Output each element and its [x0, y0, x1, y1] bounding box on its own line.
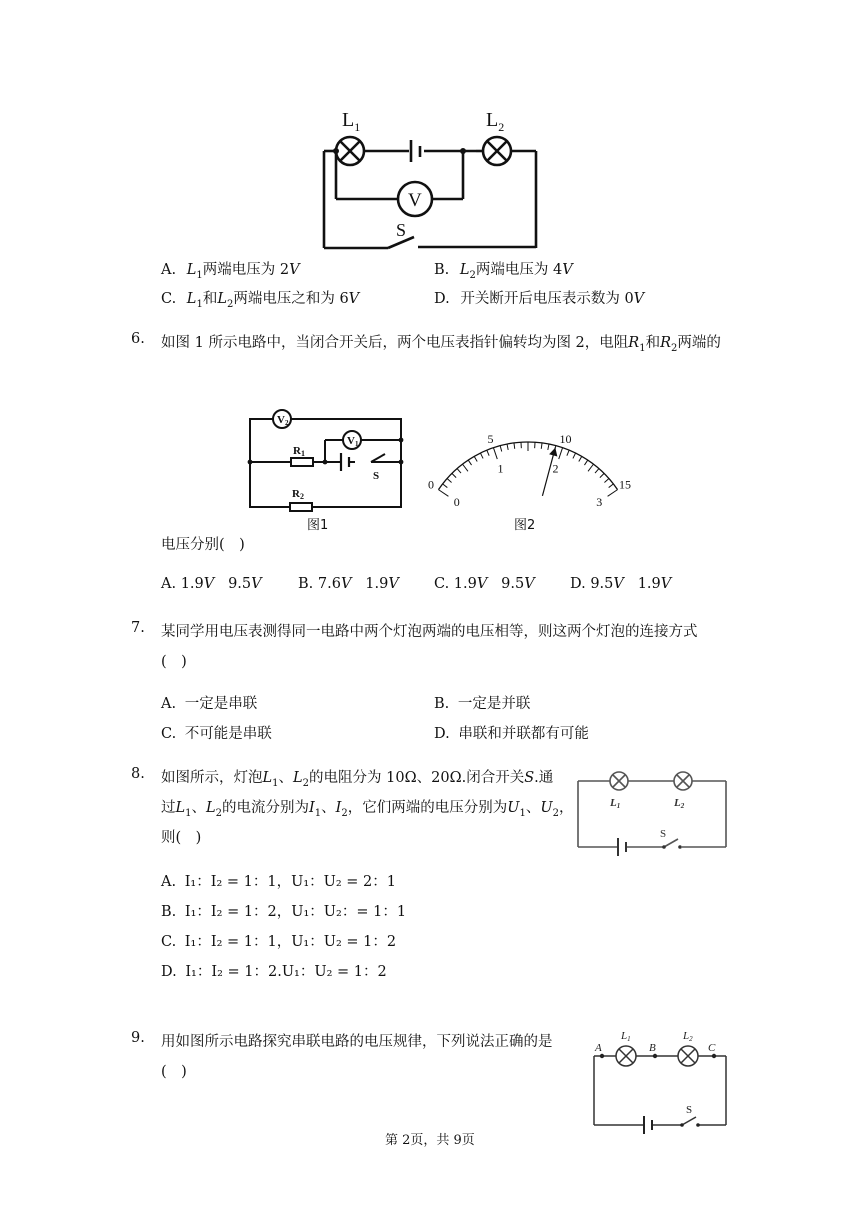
q6-stem-continued: 电压分别( ): [161, 537, 245, 553]
q9-stem-paren: ( ): [161, 1064, 187, 1080]
dial-outer-label: 0: [428, 477, 435, 492]
dial-tick: [588, 464, 593, 471]
q9-fig-l2-label: L2: [683, 1030, 693, 1043]
q9-circuit-figure: [588, 1028, 733, 1133]
dial-tick: [541, 443, 542, 449]
q6-number: 6.: [131, 331, 145, 347]
q6-figure2-meter-dial: [428, 400, 631, 510]
dial-tick: [452, 473, 456, 477]
q6-fig1-v2-label: V2: [277, 414, 289, 427]
dial-outer-label: 5: [487, 432, 494, 447]
dial-outer-label: 10: [559, 432, 572, 447]
q8-fig-l2-label: L2: [674, 797, 685, 810]
dial-tick: [447, 478, 451, 482]
dial-inner-label: 0: [453, 494, 460, 509]
q9-fig-switch-label: S: [686, 1104, 693, 1116]
q8-option-d: D. I₁：I₂ = 1：2.U₁：U₂ = 1：2: [161, 964, 387, 980]
q9-fig-point-a: A: [595, 1042, 602, 1054]
q6-option-b: B. 7.6V 1.9V: [298, 576, 399, 592]
page-footer: 第 2页，共 9页: [385, 1133, 475, 1148]
q6-fig1-v1-label: V1: [347, 435, 359, 448]
dial-tick: [457, 469, 461, 474]
q9-fig-point-b: B: [649, 1042, 656, 1054]
dial-outer-label: 15: [618, 477, 631, 492]
q5-voltmeter-label: V: [408, 190, 422, 211]
dial-inner-label: 2: [552, 461, 559, 476]
q9-stem: 用如图所示电路探究串联电路的电压规律，下列说法正确的是: [161, 1034, 553, 1050]
dial-tick: [559, 448, 563, 459]
q7-stem-paren: ( ): [161, 654, 187, 670]
dial-tick: [584, 460, 587, 465]
q8-stem-line1: 如图所示，灯泡$L_1$、$L_2$的电阻分为 10Ω、20Ω.闭合开关S.通: [161, 770, 554, 789]
q5-lamp1-label: $L_1$: [342, 109, 361, 134]
q6-option-d: D. 9.5V 1.9V: [570, 576, 672, 592]
q6-fig1-r2-label: R2: [292, 488, 304, 501]
dial-tick: [507, 444, 508, 450]
q9-number: 9.: [131, 1030, 145, 1046]
q5-lamp2-label: $L_2$: [486, 109, 505, 134]
q7-option-c: C. 不可能是串联: [161, 726, 272, 742]
dial-tick: [443, 484, 448, 488]
dial-inner-label: 1: [497, 461, 504, 476]
q5-option-a: A. $L_1$两端电压为 2V: [161, 262, 300, 281]
dial-tick: [493, 448, 497, 459]
dial-tick: [548, 444, 549, 450]
q8-circuit-figure: [574, 765, 734, 860]
dial-inner-label: 3: [596, 494, 603, 509]
dial-tick: [474, 456, 477, 461]
q5-option-d: D. 开关断开后电压表示数为 0V: [434, 291, 645, 307]
dial-tick: [468, 460, 471, 465]
q7-option-b: B. 一定是并联: [434, 696, 531, 712]
q6-option-c: C. 1.9V 9.5V: [434, 576, 535, 592]
dial-tick: [480, 453, 483, 458]
dial-tick: [463, 464, 468, 471]
q8-option-c: C. I₁：I₂ = 1：1，U₁：U₂ = 1：2: [161, 934, 397, 950]
q6-option-a: A. 1.9V 9.5V: [161, 576, 262, 592]
dial-tick: [487, 450, 489, 456]
q6-fig1-caption: 图1: [307, 518, 329, 533]
q8-option-b: B. I₁：I₂ = 1：2，U₁：U₂：= 1：1: [161, 904, 407, 920]
q8-stem-line2: 过$L_1$、$L_2$的电流分别为$I_1$、$I_2$，它们两端的电压分别为$U_1$、$U_2$，: [161, 800, 574, 819]
dial-tick: [573, 453, 576, 458]
q8-option-a: A. I₁：I₂ = 1：1，U₁：U₂ = 2：1: [161, 874, 396, 890]
dial-tick: [500, 446, 502, 452]
q9-fig-l1-label: L1: [621, 1030, 631, 1043]
q8-stem-line3: 则( ): [161, 830, 202, 846]
q8-number: 8.: [131, 766, 145, 782]
dial-tick: [567, 450, 569, 456]
dial-tick: [600, 473, 604, 477]
dial-tick: [608, 490, 618, 497]
dial-needle-head: [549, 448, 557, 457]
dial-tick: [595, 469, 599, 474]
dial-tick: [438, 490, 448, 497]
q5-option-b: B. $L_2$两端电压为 4V: [434, 262, 573, 281]
q6-fig1-switch-label: S: [373, 470, 380, 482]
q7-stem: 某同学用电压表测得同一电路中两个灯泡两端的电压相等，则这两个灯泡的连接方式: [161, 624, 698, 640]
q5-option-c: C. $L_1$和$L_2$两端电压之和为 6V: [161, 291, 360, 310]
dial-tick: [579, 456, 582, 461]
q6-stem: 如图 1 所示电路中，当闭合开关后，两个电压表指针偏转均为图 2，电阻$R_1$和$R_2$两端的: [161, 335, 721, 354]
q6-fig1-r1-label: R1: [293, 445, 305, 458]
q7-option-d: D. 串联和并联都有可能: [434, 726, 589, 742]
dial-tick: [604, 478, 608, 482]
q6-figure1-circuit: [245, 405, 410, 530]
q9-fig-point-c: C: [708, 1042, 716, 1054]
q7-option-a: A. 一定是串联: [161, 696, 258, 712]
q5-switch-label: S: [396, 220, 407, 240]
q5-circuit-figure: [310, 100, 550, 255]
q8-fig-l1-label: L1: [610, 797, 621, 810]
q8-fig-switch-label: S: [660, 828, 667, 840]
q6-fig2-caption: 图2: [514, 518, 536, 533]
q7-number: 7.: [131, 620, 145, 636]
dial-tick: [514, 443, 515, 449]
dial-tick: [609, 484, 614, 488]
